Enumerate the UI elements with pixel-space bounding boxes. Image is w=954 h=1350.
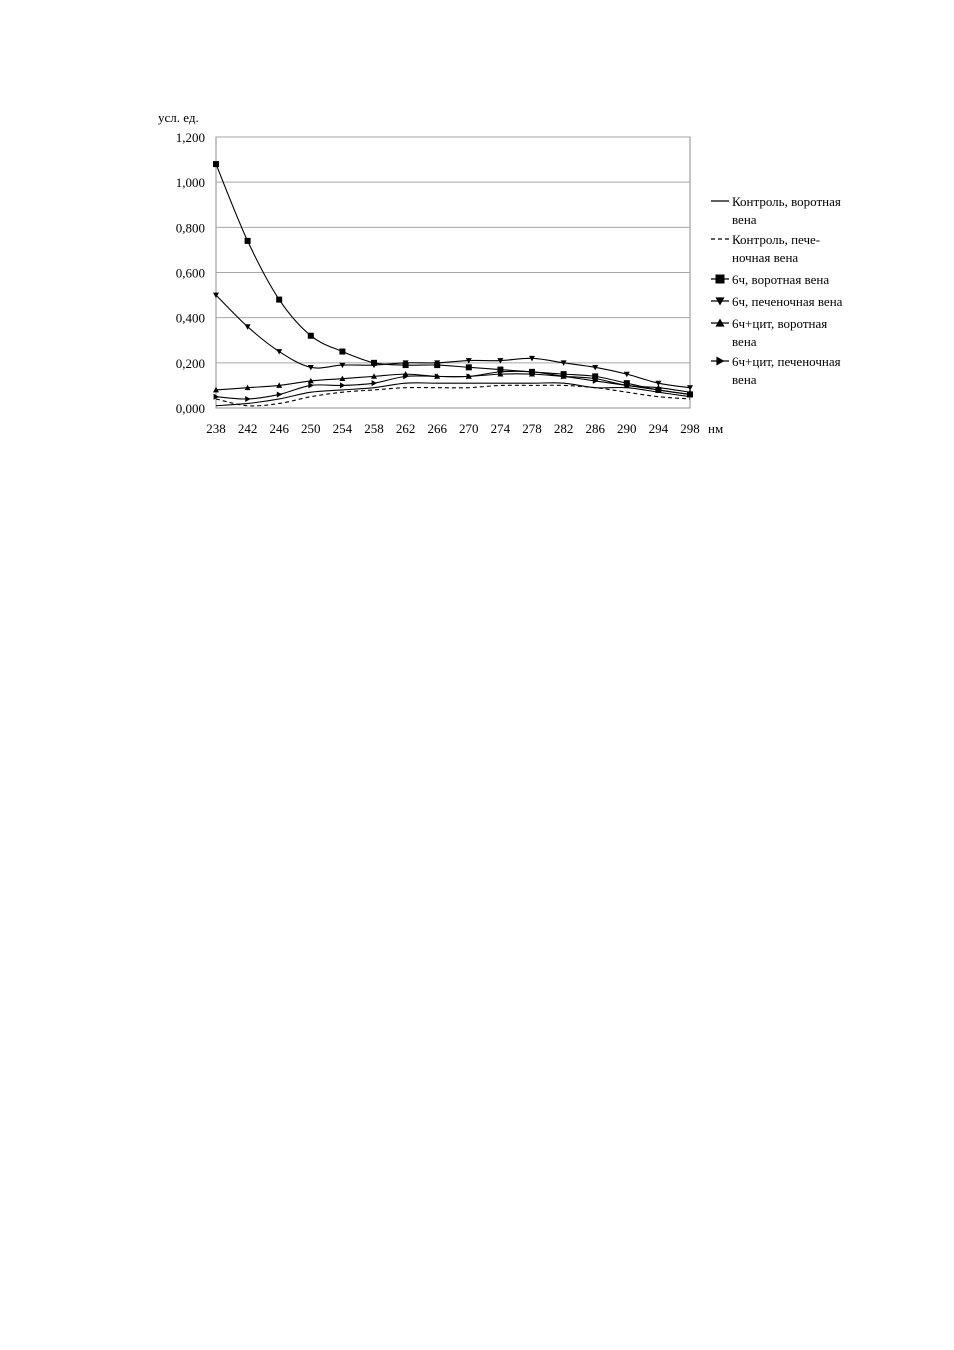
data-point bbox=[308, 333, 314, 339]
legend-label: 6ч+цит, воротная bbox=[732, 316, 828, 331]
legend bbox=[711, 194, 843, 387]
legend-label: Контроль, пече- bbox=[732, 232, 821, 247]
x-axis-ticks bbox=[206, 421, 700, 436]
x-tick-label: 278 bbox=[522, 421, 542, 436]
legend-label: вена bbox=[732, 212, 757, 227]
legend-marker bbox=[716, 275, 725, 284]
legend-label: вена bbox=[732, 334, 757, 349]
x-tick-label: 246 bbox=[269, 421, 289, 436]
data-point bbox=[339, 349, 345, 355]
y-tick-label: 0,800 bbox=[175, 220, 205, 236]
x-tick-label: 238 bbox=[206, 421, 226, 436]
x-tick-label: 262 bbox=[395, 421, 416, 436]
legend-label: Контроль, воротная bbox=[732, 194, 841, 209]
data-point bbox=[276, 297, 282, 303]
y-tick-label: 0,400 bbox=[175, 310, 205, 326]
legend-marker bbox=[716, 357, 724, 366]
data-point bbox=[245, 238, 251, 244]
data-point bbox=[213, 161, 219, 167]
y-tick-label: 0,600 bbox=[175, 265, 205, 281]
x-tick-label: 266 bbox=[427, 421, 447, 436]
legend-label: 6ч, печеночная вена bbox=[732, 294, 843, 309]
legend-label: 6ч+цит, печеночная bbox=[732, 354, 841, 369]
y-axis-ticks bbox=[176, 130, 205, 416]
y-tick-label: 1,000 bbox=[175, 175, 205, 191]
x-tick-label: 290 bbox=[617, 421, 637, 436]
data-point bbox=[466, 364, 472, 370]
y-tick-label: 1,200 bbox=[175, 130, 205, 145]
x-tick-label: 250 bbox=[301, 421, 321, 436]
x-axis-label: нм bbox=[708, 421, 724, 436]
y-axis-label: усл. ед. bbox=[158, 110, 199, 125]
x-tick-label: 286 bbox=[585, 421, 605, 436]
x-tick-label: 254 bbox=[332, 421, 353, 436]
legend-label: 6ч, воротная вена bbox=[732, 272, 830, 287]
x-tick-label: 274 bbox=[490, 421, 511, 436]
x-tick-label: 270 bbox=[459, 421, 479, 436]
y-tick-label: 0,200 bbox=[175, 355, 205, 371]
x-tick-label: 298 bbox=[680, 421, 700, 436]
x-tick-label: 294 bbox=[648, 421, 669, 436]
x-tick-label: 282 bbox=[553, 421, 574, 436]
legend-label: ночная вена bbox=[732, 250, 799, 265]
y-tick-label: 0,000 bbox=[175, 401, 205, 416]
x-tick-label: 258 bbox=[364, 421, 384, 436]
x-tick-label: 242 bbox=[237, 421, 258, 436]
legend-label: вена bbox=[732, 372, 757, 387]
